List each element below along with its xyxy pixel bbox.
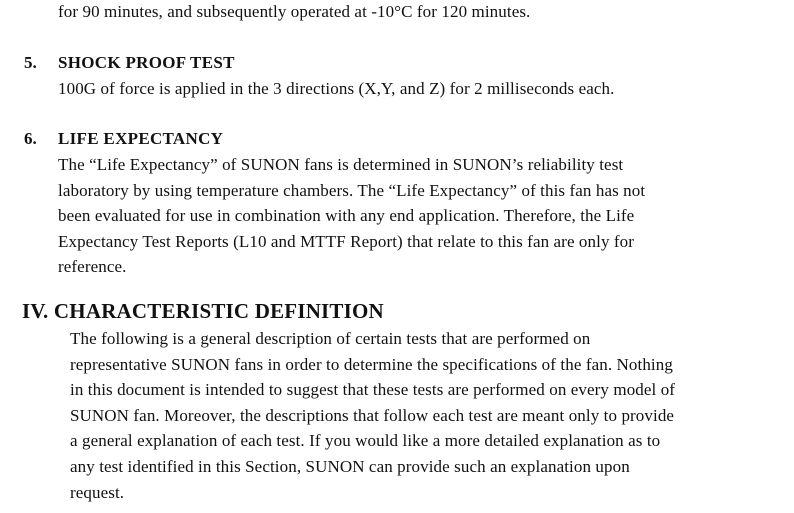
item6-line-5: reference.: [58, 257, 127, 276]
item5-number: 5.: [24, 53, 37, 72]
section4-line-7: request.: [70, 483, 125, 502]
item5-line-1: 100G of force is applied in the 3 directions (X,Y, and Z) for 2 milliseconds each.: [58, 79, 615, 98]
item6-line-1: The “Life Expectancy” of SUNON fans is determined in SUNON’s reliability test: [58, 155, 624, 174]
item6-title: LIFE EXPECTANCY: [58, 129, 224, 148]
item6-number: 6.: [24, 129, 37, 148]
item5-title: SHOCK PROOF TEST: [58, 53, 235, 72]
section4-title: IV. CHARACTERISTIC DEFINITION: [22, 299, 384, 323]
section4-line-4: SUNON fan. Moreover, the descriptions that follow each test are meant only to provide: [70, 406, 675, 425]
section4-line-3: in this document is intended to suggest that these tests are performed on every model of: [70, 380, 676, 399]
section4-line-5: a general explanation of each test. If you would like a more detailed explanation as to: [70, 431, 661, 450]
intro-line: for 90 minutes, and subsequently operated at -10°C for 120 minutes.: [58, 2, 531, 21]
item6-line-3: been evaluated for use in combination with any end application. Therefore, the Life: [58, 206, 635, 225]
item6-line-4: Expectancy Test Reports (L10 and MTTF Report) that relate to this fan are only for: [58, 232, 635, 251]
section4-line-1: The following is a general description of certain tests that are performed on: [70, 329, 591, 348]
item6-line-2: laboratory by using temperature chambers. The “Life Expectancy” of this fan has not: [58, 181, 646, 200]
section4-line-6: any test identified in this Section, SUNON can provide such an explanation upon: [70, 457, 630, 476]
section4-line-2: representative SUNON fans in order to determine the specifications of the fan. Nothing: [70, 355, 673, 374]
